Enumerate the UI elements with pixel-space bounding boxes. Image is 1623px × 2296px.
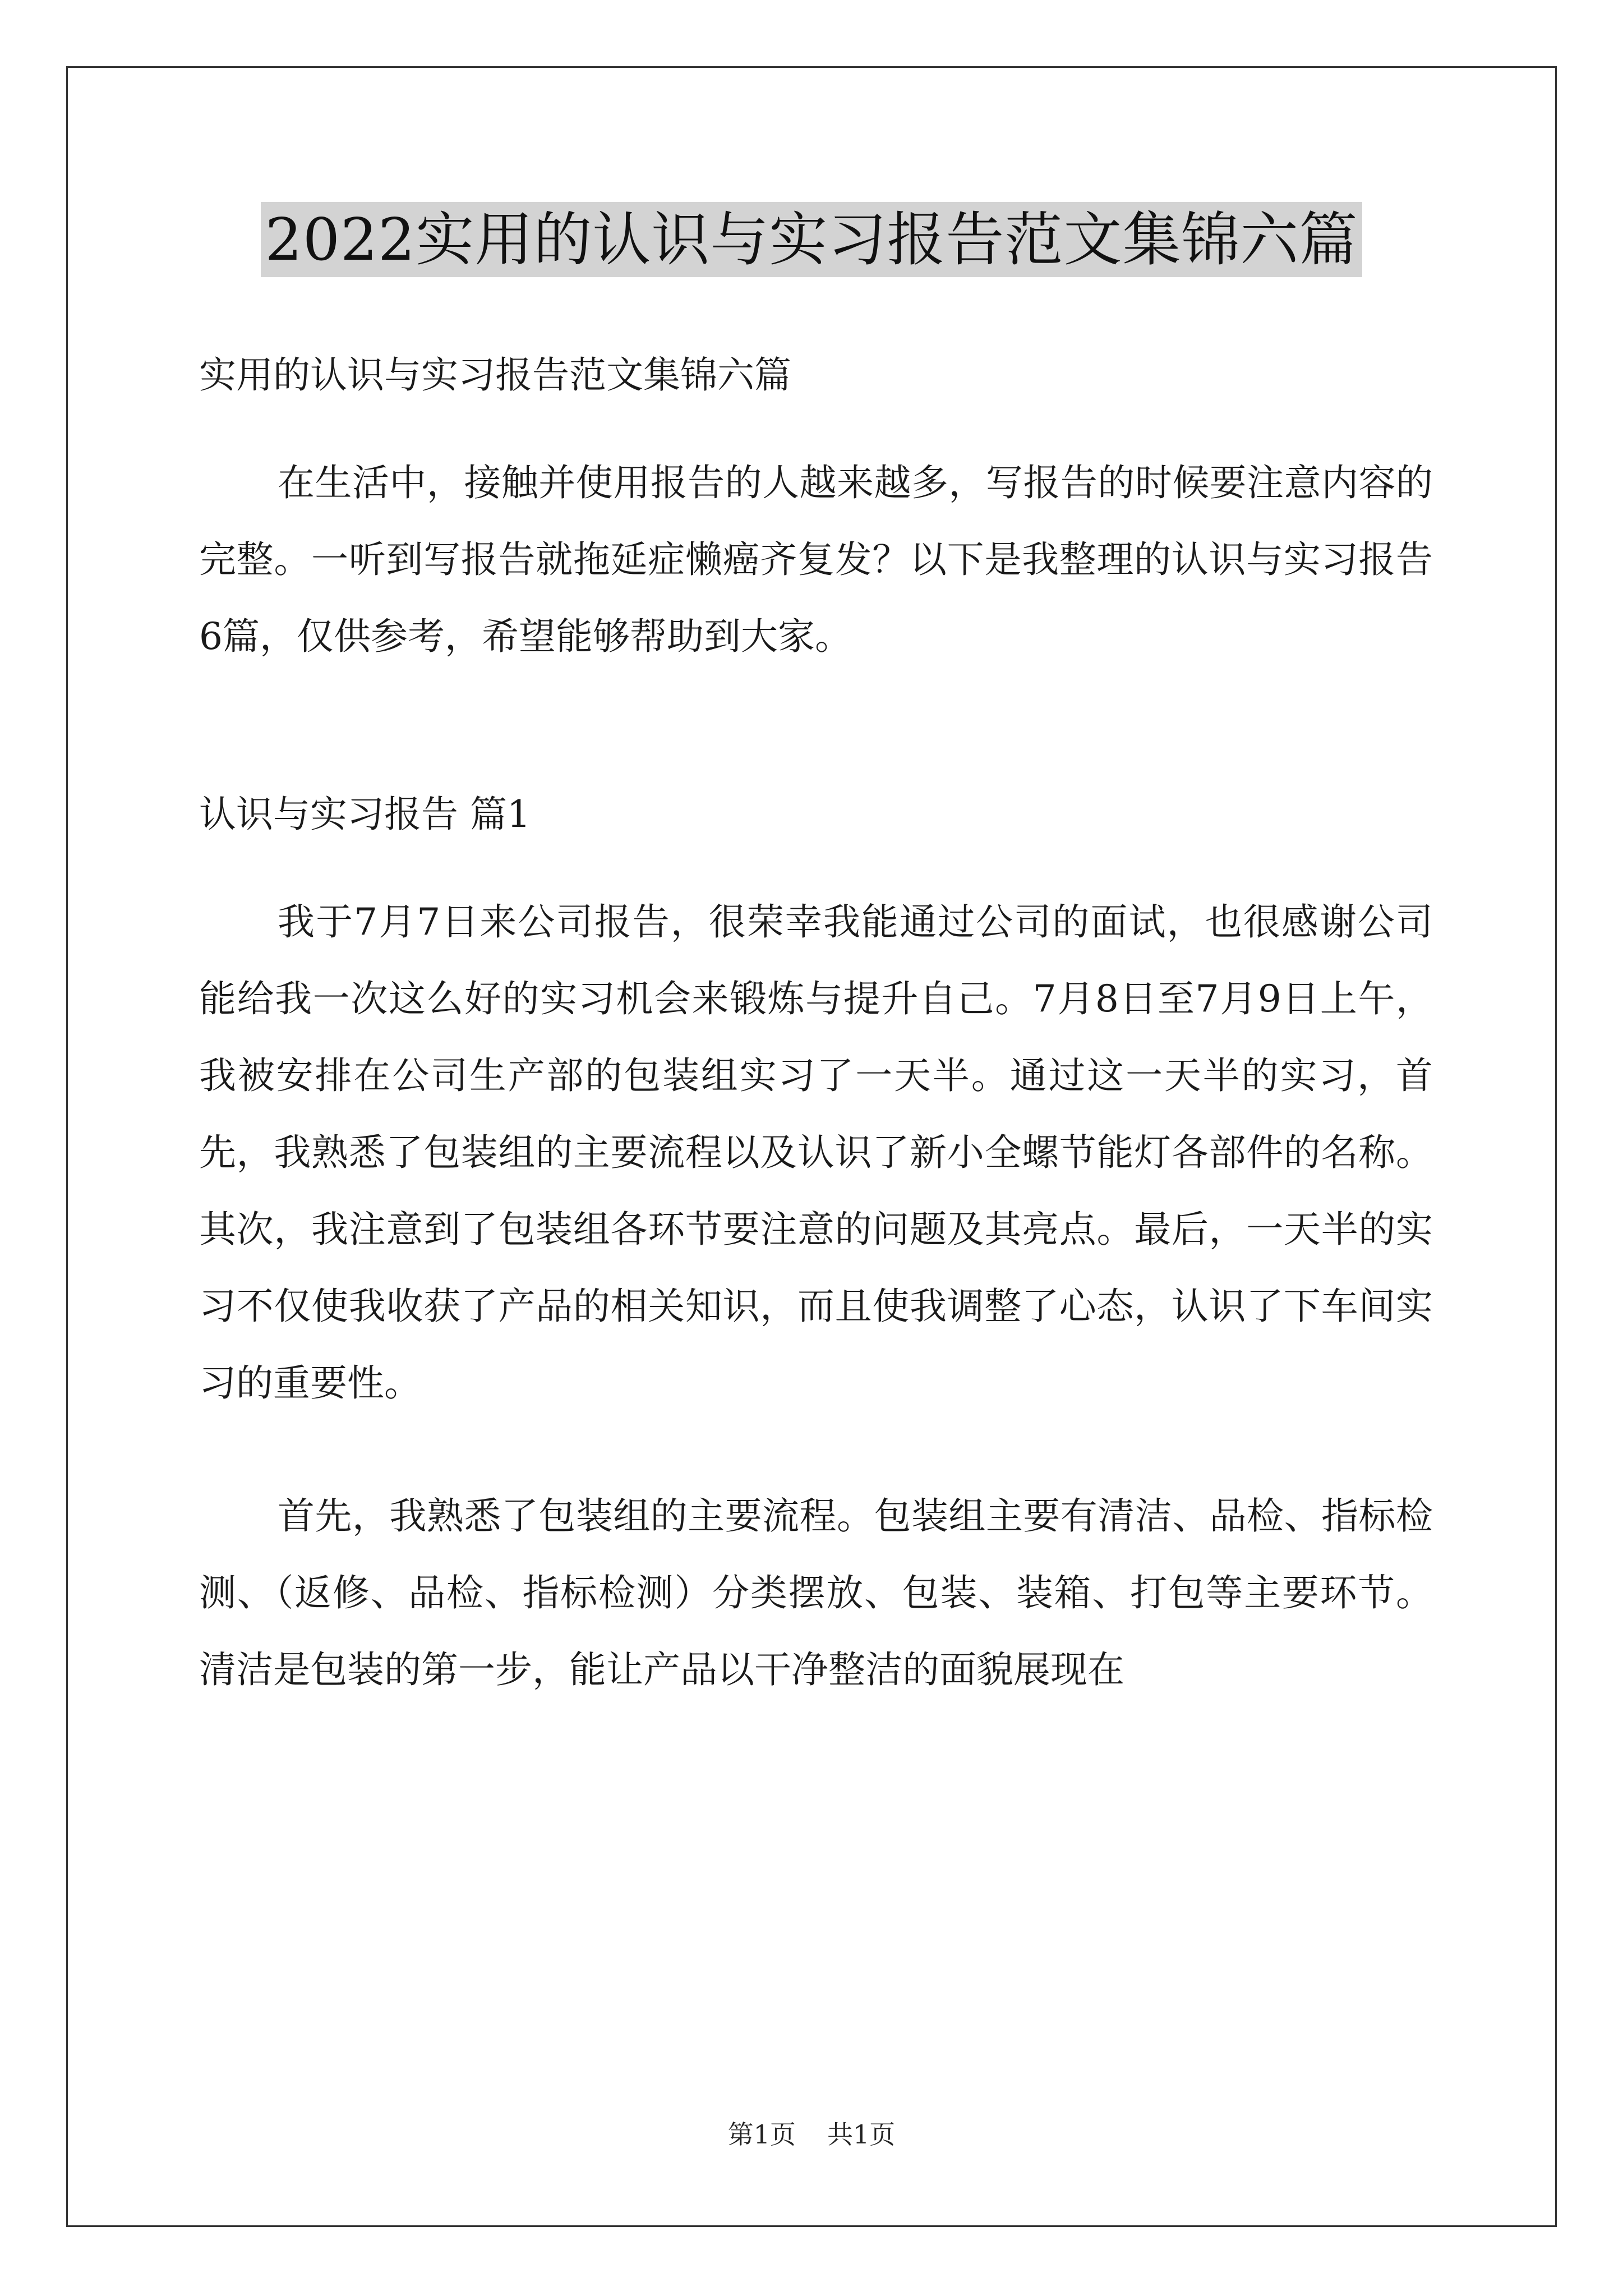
document-subtitle: 实用的认识与实习报告范文集锦六篇: [199, 353, 791, 397]
body-paragraph-2: 首先，我熟悉了包装组的主要流程。包装组主要有清洁、品检、指标检测、（返修、品检、指标检测）分类摆放、包装、装箱、打包等主要环节。清洁是包装的第一步，能让产品以干净整洁的面貌展现在: [199, 1494, 1433, 1691]
title-container: [0, 202, 1623, 277]
intro-paragraph: 在生活中，接触并使用报告的人越来越多，写报告的时候要注意内容的完整。一听到写报告就拖延症懒癌齐复发？以下是我整理的认识与实习报告6篇，仅供参考，希望能够帮助到大家。: [199, 461, 1433, 658]
page-total: 共1页: [827, 2119, 896, 2150]
document-title: 2022实用的认识与实习报告范文集锦六篇: [261, 202, 1363, 277]
section-heading: 认识与实习报告 篇1: [199, 793, 531, 836]
page-number: 第1页: [727, 2119, 796, 2150]
body-paragraph-1: 我于7月7日来公司报告，很荣幸我能通过公司的面试，也很感谢公司能给我一次这么好的实习机会来锻炼与提升自己。7月8日至7月9日上午，我被安排在公司生产部的包装组实习了一天半。通过这一天半的实习，首先，我熟悉了包装组的主要流程以及认识了新小全螺节能灯各部件的名称。其次，我注意到了包装组各环节要注意的问题及其亮点。最后，一天半的实习不仅使我收获了产品的相关知识，而且使我调整了心态，认识了下车间实习的重要性。: [199, 900, 1433, 1405]
document-body: [199, 337, 1433, 1708]
page-footer: [0, 2118, 1623, 2151]
